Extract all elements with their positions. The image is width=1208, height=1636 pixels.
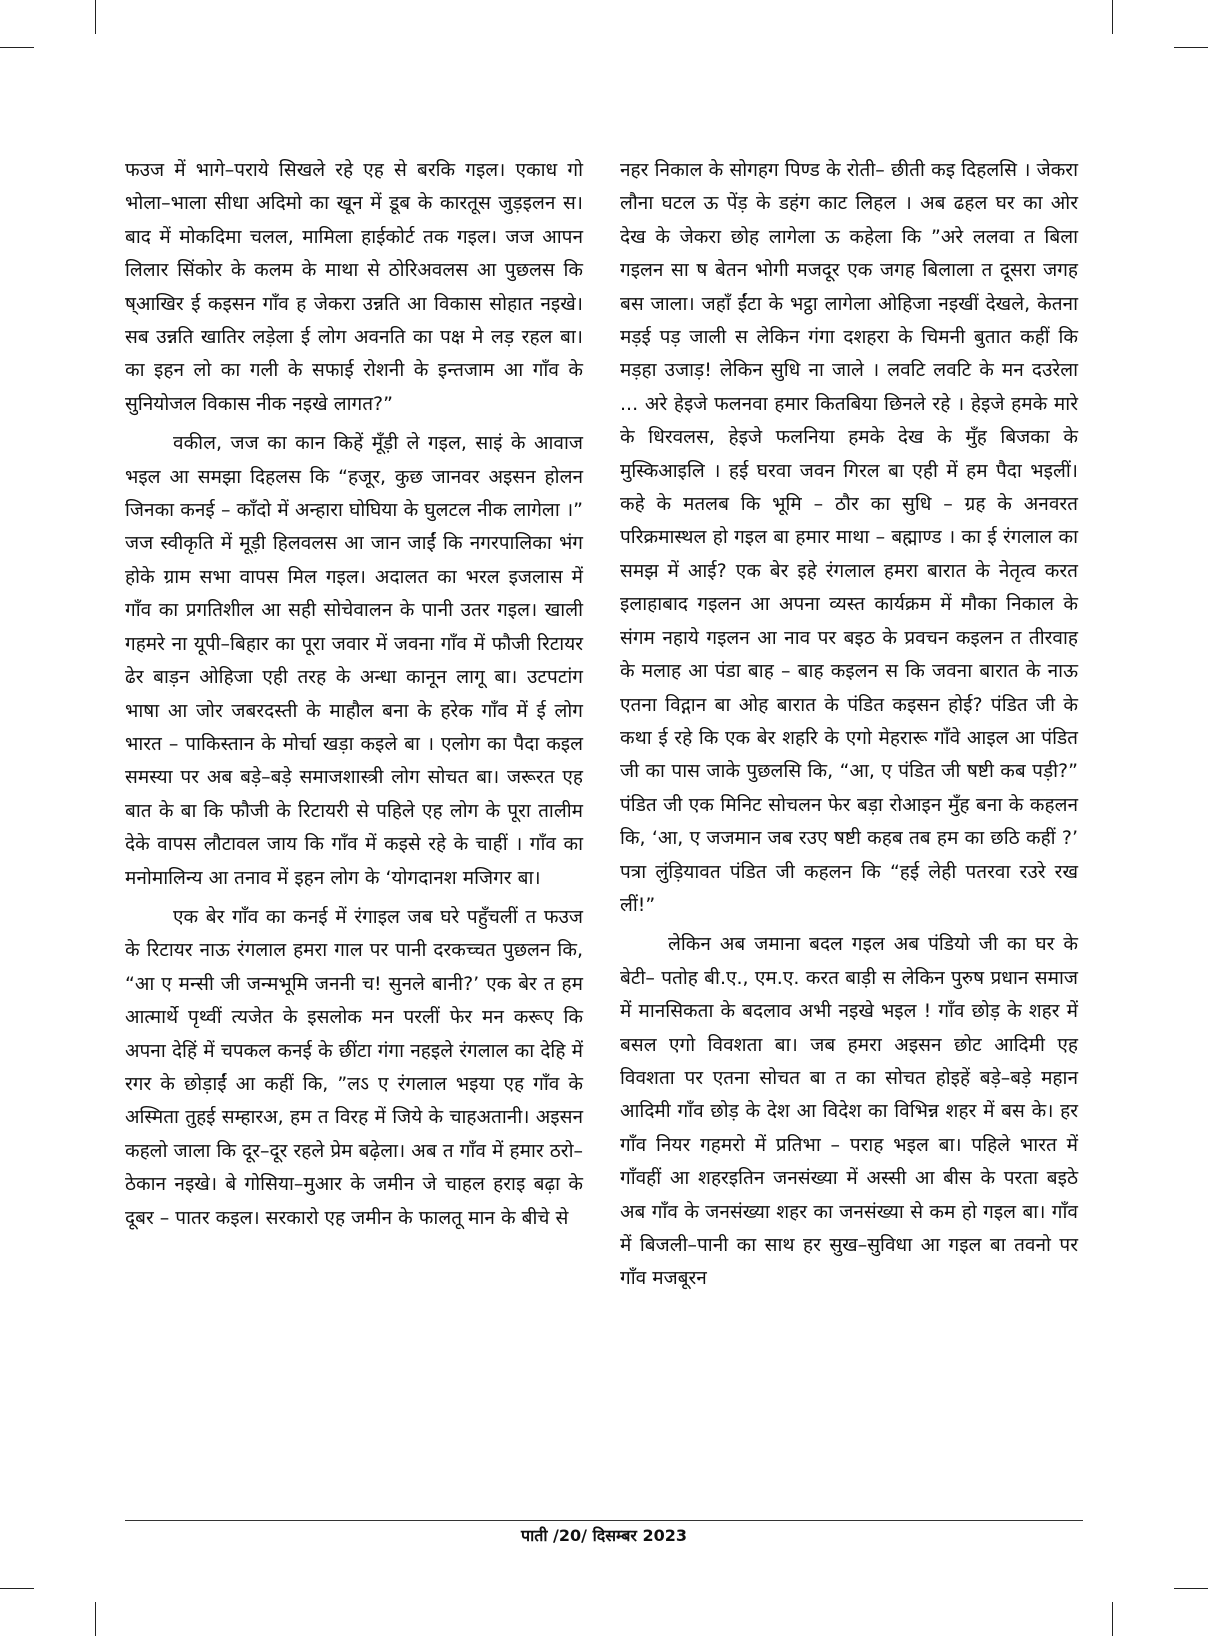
paragraph: नहर निकाल के सोगहग पिण्ड के रोती– छीती कइ दिहलसि । जेकरा लौना घटल ऊ पेंड़ के डहंग काट लिहल । अब ढहल घर का ओर देख के जेकरा छोह लागेला ऊ कहेला कि ”अरे ललवा त बिला गइलन सा ष बेतन भोगी मजदूर एक जगह बिलाला त दूसरा जगह बस जाला। जहाँ ईंटा के भट्ठा लागेला ओहिजा नइखीं देखले, केतना मड़ई पड़ जाली स लेकिन गंगा दशहरा के चिमनी बुतात कहीं कि मड़हा उजाड़! लेकिन सुधि ना जाले । लवटि लवटि के मन दउरेला ... अरे हेइजे फलनवा हमार कितबिया छिनले रहे । हेइजे हमके मारे के धिरवलस, हेइजे फलनिया हमके देख के मुँह बिजका के मुस्किआइलि । हई घरवा जवन गिरल बा एही में हम पैदा भइलीं। कहे के मतलब कि भूमि – ठौर का सुधि – ग्रह के अनवरत परिक्रमास्थल हो गइल बा हमार माथा – बह्माण्ड । का ई रंगलाल का समझ में आई? एक बेर इहे रंगलाल हमरा बारात के नेतृत्व करत इलाहाबाद गइलन आ अपना व्यस्त कार्यक्रम में मौका निकाल के संगम नहाये गइलन आ नाव पर बइठ के प्रवचन कइलन त तीरवाह के मलाह आ पंडा बाह – बाह कइलन स कि जवना बारात के नाऊ एतना विद्गान बा ओह बारात के पंडित कइसन होई? पंडित जी के कथा ई रहे कि एक बेर शहरि के एगो मेहरारू गाँवे आइल आ पंडित जी का पास जाके पुछलसि कि, “आ, ए पंडित जी षष्टी कब पड़ी?” पंडित जी एक मिनिट सोचलन फेर बड़ा रोआइन मुँह बना के कहलन कि, ‘आ, ए जजमान जब रउए षष्टी कहब तब हम का छठि कहीं ?’ पत्रा लुंड़ियावत पंडित जी कहलन कि “हई लेही पतरवा रउरे रख लीं!”	[620, 159, 1078, 916]
paragraph: फउज में भागे–पराये सिखले रहे एह से बरकि गइल। एकाध गो भोला–भाला सीधा अदिमो का खून में डूब के कारतूस जुड़इलन स। बाद में मोकदिमा चलल, मामिला हाईकोर्ट तक गइल। जज आपन लिलार सिंकोर के कलम के माथा से ठोरिअवलस आ पुछलस कि ष्आखिर ई कइसन गाँव ह जेकरा उन्नति आ विकास सोहात नइखे। सब उन्नति खातिर लड़ेला ई लोग अवनति का पक्ष मे लड़ रहल बा। का इहन लो का गली के सफाई रोशनी के इन्तजाम आ गाँव के सुनियोजल विकास नीक नइखे लागत?”	[125, 159, 583, 415]
left-column	[125, 154, 583, 1235]
crop-mark	[0, 47, 34, 48]
paragraph: एक बेर गाँव का कनई में रंगाइल जब घरे पहुँचलीं त फउज के रिटायर नाऊ रंगलाल हमरा गाल पर पानी दरकच्चत पुछलन कि, “आ ए मन्सी जी जन्मभूमि जननी च! सुनले बानी?’ एक बेर त हम आत्मार्थे पृथ्वीं त्यजेत के इसलोक मन परलीं फेर मन करूए कि अपना देहिं में चपकल कनई के छींटा गंगा नहइले रंगलाल का देहि में रगर के छोड़ाईं आ कहीं कि, ”लऽ ए रंगलाल भइया एह गाँव के अस्मिता तुहई सम्हारअ, हम त विरह में जिये के चाहअतानी। अइसन कहलो जाला कि दूर–दूर रहले प्रेम बढ़ेला। अब त गाँव में हमार ठरो–ठेकान नइखे। बे गोसिया–मुआर के जमीन जे चाहल हराइ बढ़ा के दूबर – पातर कइल। सरकारो एह जमीन के फालतू मान के बीचे से	[125, 905, 583, 1229]
page-footer: पाती /20/ दिसम्बर 2023	[520, 1526, 688, 1545]
paragraph: वकील, जज का कान किहें मूँड़ी ले गइल, साइं के आवाज भइल आ समझा दिहलस कि “हजूर, कुछ जानवर अइसन होलन जिनका कनई – काँदो में अन्हारा घोघिया के घुलटल नीक लागेला ।” जज स्वीकृति में मूड़ी हिलवलस आ जान जाईं कि नगरपालिका भंग होके ग्राम सभा वापस मिल गइल। अदालत का भरल इजलास में गाँव का प्रगतिशील आ सही सोचेवालन के पानी उतर गइल। खाली गहमरे ना यूपी–बिहार का पूरा जवार में जवना गाँव में फौजी रिटायर ढेर बाड़न ओहिजा एही तरह के अन्धा कानून लागू बा। उटपटांग भाषा आ जोर जबरदस्ती के माहौल बना के हरेक गाँव में ई लोग भारत – पाकिस्तान के मोर्चा खड़ा कइले बा । एलोग का पैदा कइल समस्या पर अब बड़े–बड़े समाजशास्त्री लोग सोचत बा। जरूरत एह बात के बा कि फौजी के रिटायरी से पहिले एह लोग के पूरा तालीम देके वापस लौटावल जाय कि गाँव में कइसे रहे के चाहीं । गाँव का मनोमालिन्य आ तनाव में इहन लोग के ‘योगदानश मजिगर बा।	[125, 432, 583, 889]
crop-mark	[1112, 1602, 1113, 1636]
footer-rule	[125, 1520, 1083, 1521]
crop-mark	[1174, 1588, 1208, 1589]
crop-mark	[95, 1602, 96, 1636]
paragraph: लेकिन अब जमाना बदल गइल अब पंडियो जी का घर के बेटी– पतोह बी.ए., एम.ए. करत बाड़ी स लेकिन पुरुष प्रधान समाज में मानसिकता के बदलाव अभी नइखे भइल ! गाँव छोड़ के शहर में बसल एगो विवशता बा। जब हमरा अइसन छोट आदिमी एह विवशता पर एतना सोचत बा त का सोचत होइहें बड़े–बड़े महान आदिमी गाँव छोड़ के देश आ विदेश का विभिन्न शहर में बस के। हर गाँव नियर गहमरो में प्रतिभा – पराह भइल बा। पहिले भारत में गाँवहीं आ शहरइतिन जनसंख्या में अस्सी आ बीस के परता बइठे अब गाँव के जनसंख्या शहर का जनसंख्या से कम हो गइल बा। गाँव में बिजली–पानी का साथ हर सुख–सुविधा आ गइल बा तवनो पर गाँव मजबूरन	[620, 933, 1078, 1290]
crop-mark	[1112, 0, 1113, 34]
crop-mark	[1174, 47, 1208, 48]
crop-mark	[0, 1588, 34, 1589]
right-column	[620, 154, 1078, 1296]
crop-mark	[95, 0, 96, 34]
